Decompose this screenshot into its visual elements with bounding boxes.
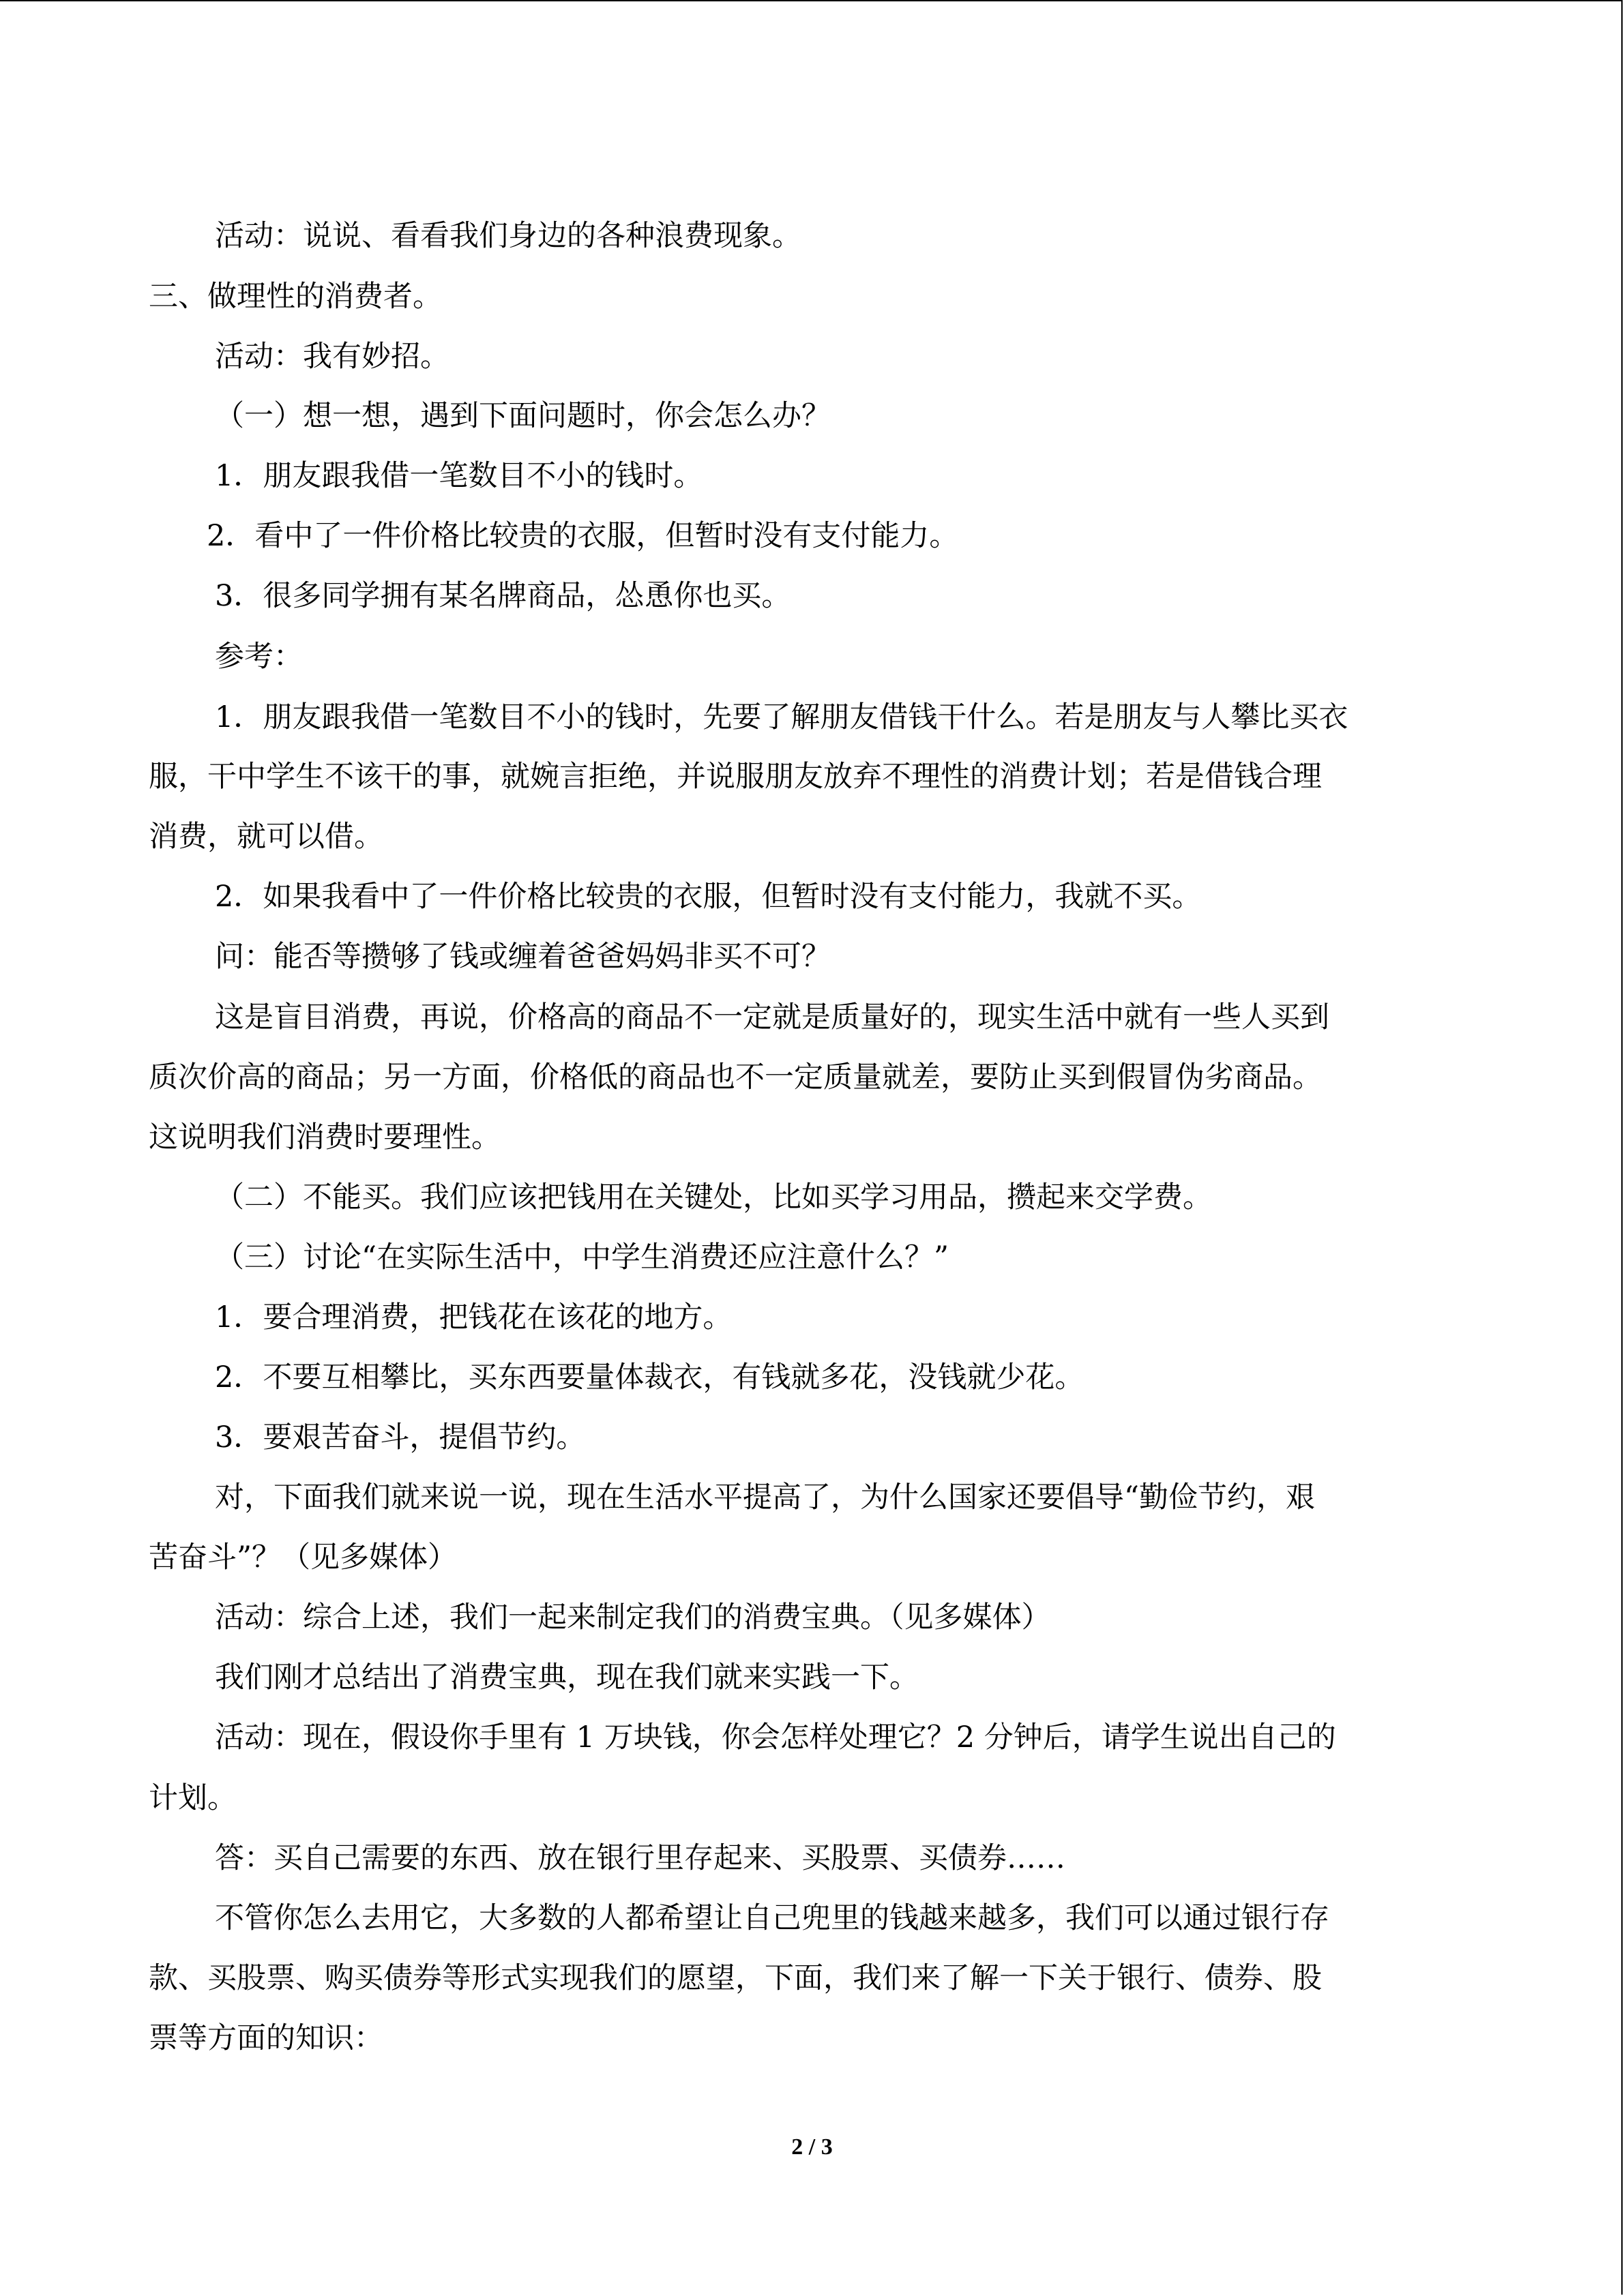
paragraph-line: （一）想一想，遇到下面问题时，你会怎么办？ [215, 399, 831, 433]
paragraph-line: 这说明我们消费时要理性。 [149, 1120, 501, 1154]
paragraph-line: （二）不能买。我们应该把钱用在关键处，比如买学习用品，攒起来交学费。 [215, 1180, 1212, 1214]
paragraph-line: 对，下面我们就来说一说，现在生活水平提高了，为什么国家还要倡导“勤俭节约，艰 [215, 1480, 1315, 1515]
paragraph-line: 问：能否等攒够了钱或缠着爸爸妈妈非买不可？ [215, 940, 831, 974]
paragraph-line: 这是盲目消费，再说，价格高的商品不一定就是质量好的，现实生活中就有一些人买到 [215, 1000, 1329, 1034]
paragraph-line: 答：买自己需要的东西、放在银行里存起来、买股票、买债券…… [215, 1841, 1065, 1875]
paragraph-line: 票等方面的知识： [149, 2021, 383, 2055]
paragraph-line: （三）讨论“在实际生活中，中学生消费还应注意什么？” [215, 1240, 949, 1274]
paragraph-line: 1．朋友跟我借一笔数目不小的钱时，先要了解朋友借钱干什么。若是朋友与人攀比买衣 [215, 700, 1348, 734]
paragraph-line: 我们刚才总结出了消费宝典，现在我们就来实践一下。 [215, 1660, 919, 1695]
paragraph-line: 计划。 [149, 1781, 237, 1815]
paragraph-line: 苦奋斗”？（见多媒体） [149, 1540, 457, 1575]
list-item: 3．要艰苦奋斗，提倡节约。 [215, 1420, 586, 1455]
paragraph-line: 活动：综合上述，我们一起来制定我们的消费宝典。（见多媒体） [215, 1600, 1051, 1635]
paragraph-line: 活动：我有妙招。 [215, 340, 449, 374]
list-item: 2．看中了一件价格比较贵的衣服，但暂时没有支付能力。 [207, 519, 959, 553]
paragraph-line: 质次价高的商品；另一方面，价格低的商品也不一定质量就差，要防止买到假冒伪劣商品。 [149, 1060, 1322, 1094]
paragraph-line: 不管你怎么去用它，大多数的人都希望让自己兜里的钱越来越多，我们可以通过银行存 [215, 1901, 1329, 1935]
paragraph-line: 款、买股票、购买债券等形式实现我们的愿望，下面，我们来了解一下关于银行、债券、股 [149, 1961, 1322, 1995]
paragraph-line: 参考： [215, 640, 303, 674]
paragraph-line: 消费，就可以借。 [149, 820, 383, 854]
list-item: 3．很多同学拥有某名牌商品，怂恿你也买。 [215, 579, 791, 613]
section-heading: 三、做理性的消费者。 [149, 280, 442, 314]
paragraph-line: 2．如果我看中了一件价格比较贵的衣服，但暂时没有支付能力，我就不买。 [215, 880, 1202, 914]
list-item: 2．不要互相攀比，买东西要量体裁衣，有钱就多花，没钱就少花。 [215, 1360, 1084, 1395]
list-item: 1．朋友跟我借一笔数目不小的钱时。 [215, 459, 703, 493]
page-number: 2 / 3 [791, 2134, 833, 2160]
list-item: 1．要合理消费，把钱花在该花的地方。 [215, 1300, 733, 1335]
paragraph-line: 服，干中学生不该干的事，就婉言拒绝，并说服朋友放弃不理性的消费计划；若是借钱合理 [149, 760, 1322, 794]
paragraph-line: 活动：现在，假设你手里有 1 万块钱，你会怎样处理它？2 分钟后，请学生说出自己的 [215, 1720, 1336, 1755]
paragraph-line: 活动：说说、看看我们身边的各种浪费现象。 [215, 219, 801, 253]
